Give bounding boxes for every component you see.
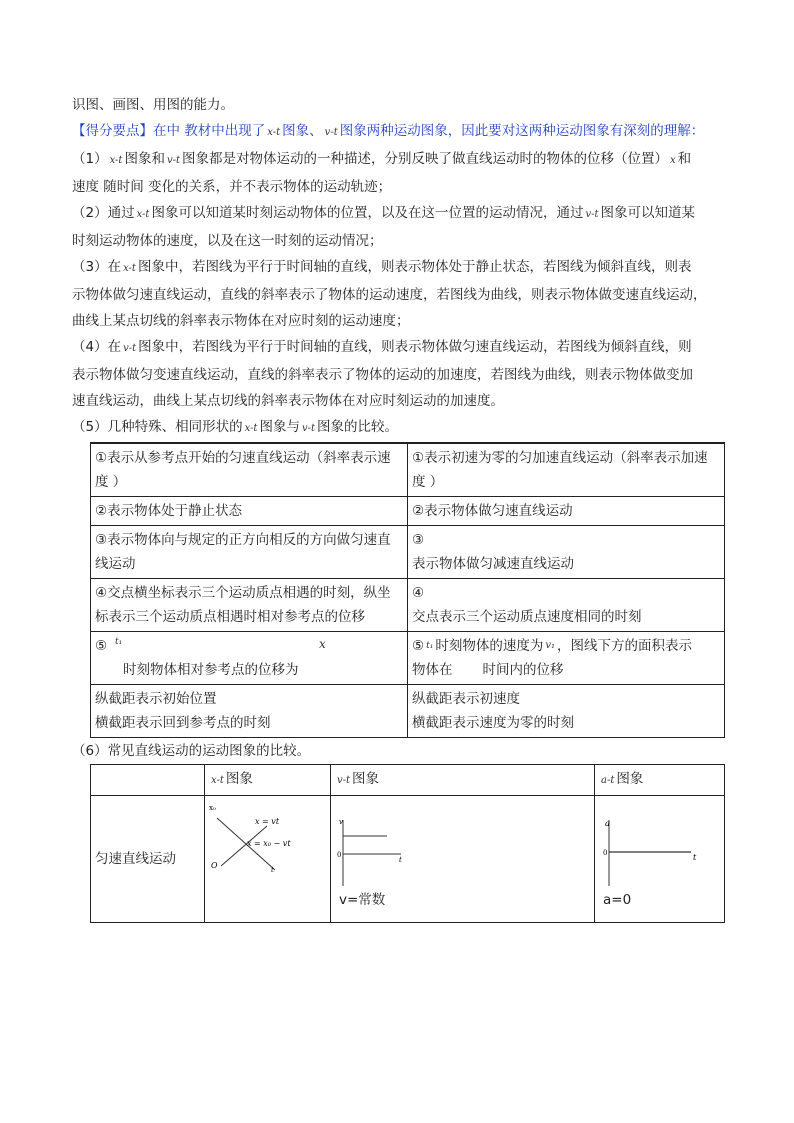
item-3-symbol: x-t [123, 263, 136, 274]
table1-row-4-left: ④交点横坐标表示三个运动质点相遇的时刻，纵坐标表示三个运动质点相遇时相对参考点的位移 [91, 579, 408, 632]
item-1-line-2: 速度 随时间 变化的关系，并不表示物体的运动轨迹； [72, 179, 392, 195]
key-points-text-c: 图象两种运动图象，因此要对这两种运动图象有深刻的理解： [339, 123, 705, 139]
table2-xt-graph-cell [205, 796, 331, 923]
xt-symbol: x-t [267, 127, 281, 138]
intro-line: 识图、画图、用图的能力。 [72, 97, 234, 113]
table1-row-3 [91, 526, 725, 579]
uniform-vt-caption: v=常数 [339, 892, 386, 908]
row5-left-x: x [319, 637, 326, 651]
table2-header-vt [331, 765, 595, 796]
item-6-line: （6）常见直线运动的运动图象的比较。 [72, 743, 311, 759]
table2-at-label: 图象 [616, 771, 644, 787]
row5-left-t1: t₁ [115, 637, 123, 647]
item-2-text-b: 图象可以知道某时刻运动物体的位置，以及在这一位置的运动情况，通过 [151, 205, 584, 221]
table1-row-5 [91, 632, 725, 685]
table2-vt-graph-cell [331, 796, 595, 923]
uniform-at-a: a [605, 819, 610, 828]
row5-right-text-c: ，图线下方的面积表示 [557, 638, 693, 654]
item-5-symbol-2: v-t [301, 423, 316, 434]
row5-right-t1: t₁ [426, 641, 434, 651]
table1-row-6 [91, 685, 725, 738]
row5-right-v1: v₁ [545, 640, 556, 651]
item-4-line-2: 表示物体做匀变速直线运动，直线的斜率表示了物体的运动的加速度，若图线为曲线，则表示物体做变加 [72, 367, 693, 383]
table2-xt-label: 图象 [225, 771, 253, 787]
table1-row-6-left: 纵截距表示初始位置 横截距表示回到参考点的时刻 [91, 685, 408, 738]
table1-row-1 [91, 444, 725, 497]
uniform-at-graph [595, 796, 723, 892]
vt-header-cell: v v₁ 0 t t₁ 1 2 3 4 5 [408, 443, 725, 444]
item-1-number: （1） [72, 151, 108, 167]
document-page [72, 92, 726, 923]
table1-row-1-left: ①表示从参考点开始的匀速直线运动（斜率表示速度 ） [91, 444, 408, 497]
table2-vt-label: 图象 [352, 771, 380, 787]
uniform-xt-origin: O [211, 861, 218, 870]
item-3-line-1 [72, 254, 726, 282]
item-1-text-d: 和 [677, 151, 692, 167]
table2-header-row [91, 765, 725, 796]
item-1-line-1 [72, 146, 726, 174]
uniform-xt-x0: x₀ [209, 804, 216, 812]
item-4-symbol: v-t [123, 343, 137, 354]
item-1-symbol-3: x [670, 155, 676, 166]
item-5-text-c: 图象的比较。 [317, 419, 399, 435]
key-points-line [72, 118, 726, 146]
item-2-symbol-2: v-t [585, 209, 599, 220]
uniform-xt-eq1: x = vt [255, 817, 280, 826]
item-5-line [72, 414, 726, 442]
item-4-line-1 [72, 334, 726, 362]
table2-at-graph-cell [595, 796, 725, 923]
xt-header-cell: x x₁ 0 t t₁ 1 2 3 4 5 [91, 443, 408, 444]
key-points-text-b: 图象、 [282, 123, 323, 139]
table2-row-label: 匀速直线运动 [91, 796, 205, 923]
uniform-xt-graph [205, 796, 329, 914]
table1-header-row [91, 443, 725, 444]
item-2-line-2: 时刻运动物体的速度，以及在这一时刻的运动情况； [72, 233, 383, 249]
uniform-at-caption: a=0 [603, 892, 632, 908]
table1-row-5-left [91, 632, 408, 685]
item-2-line-1 [72, 200, 726, 228]
row5-right-text-b: 时刻物体的速度为 [435, 638, 544, 654]
uniform-vt-0: 0 [337, 851, 342, 859]
comparison-table-1 [90, 442, 725, 738]
table1-row-2-right: ②表示物体做匀速直线运动 [408, 497, 725, 526]
item-1-symbol-1: x-t [109, 155, 123, 166]
item-5-text-b: 图象与 [259, 419, 300, 435]
table1-row-3-right: ③ 表示物体做匀减速直线运动 [408, 526, 725, 579]
table1-row-2 [91, 497, 725, 526]
uniform-at-t: t [693, 853, 697, 862]
item-4-line-3: 速直线运动，曲线上某点切线的斜率表示物体在对应时刻运动的加速度。 [72, 393, 504, 409]
item-1-text-c: 图象都是对物体运动的一种描述，分别反映了做直线运动时的物体的位移（位置） [182, 151, 669, 167]
table2-at-symbol: a-t [601, 775, 615, 786]
table2-header-at [595, 765, 725, 796]
item-1-text-b: 图象和 [124, 151, 165, 167]
row5-left-line2: 时刻物体相对参考点的位移为 [123, 662, 299, 678]
table1-row-4-right: ④ 交点表示三个运动质点速度相同的时刻 [408, 579, 725, 632]
item-3-line-3: 曲线上某点切线的斜率表示物体在对应时刻的运动速度； [72, 313, 410, 329]
row5-right-marker: ⑤ [412, 638, 425, 654]
item-3-text-a: （3）在 [72, 259, 122, 275]
table1-row-2-left: ②表示物体处于静止状态 [91, 497, 408, 526]
comparison-table-2 [90, 764, 725, 923]
uniform-at-0: 0 [603, 849, 608, 857]
item-3-text-b: 图象中，若图线为平行于时间轴的直线，则表示物体处于静止状态，若图线为倾斜直线，则表 [137, 259, 692, 275]
item-4-text-a: （4）在 [72, 339, 122, 355]
uniform-vt-v: v [339, 818, 343, 826]
uniform-vt-graph [331, 796, 593, 892]
table1-row-4 [91, 579, 725, 632]
table2-xt-symbol: x-t [211, 775, 224, 786]
key-points-label: 【得分要点】 [72, 123, 153, 139]
table2-header-xt [205, 765, 331, 796]
row5-right-line2: 物体在 时间内的位移 [412, 662, 564, 678]
table1-row-3-left: ③表示物体向与规定的正方向相反的方向做匀速直线运动 [91, 526, 408, 579]
uniform-xt-eq2: x = x₀ − vt [247, 839, 291, 848]
item-5-text-a: （5）几种特殊、相同形状的 [72, 419, 243, 435]
table1-row-5-right [408, 632, 725, 685]
item-2-text-a: （2）通过 [72, 205, 135, 221]
uniform-xt-t: t [271, 866, 274, 874]
item-1-symbol-2: v-t [166, 155, 181, 166]
key-points-text-a: 在中 教材中出现了 [153, 123, 266, 139]
item-2-text-c: 图象可以知道某 [600, 205, 696, 221]
table2-vt-symbol: v-t [337, 775, 351, 786]
vt-symbol: v-t [324, 127, 338, 138]
row5-left-marker: ⑤ [95, 638, 108, 654]
item-4-text-b: 图象中，若图线为平行于时间轴的直线，则表示物体做匀速直线运动，若图线为倾斜直线，则 [138, 339, 692, 355]
table1-row-1-right: ①表示初速为零的匀加速直线运动（斜率表示加速度 ） [408, 444, 725, 497]
table2-header-empty [91, 765, 205, 796]
item-5-symbol-1: x-t [244, 423, 258, 434]
item-3-line-2: 示物体做匀速直线运动，直线的斜率表示了物体的运动速度，若图线为曲线，则表示物体做变速直线运动， [72, 287, 707, 303]
table2-row-uniform [91, 796, 725, 923]
table1-row-6-right: 纵截距表示初速度 横截距表示速度为零的时刻 [408, 685, 725, 738]
item-2-symbol-1: x-t [136, 209, 150, 220]
uniform-vt-t: t [399, 856, 402, 864]
